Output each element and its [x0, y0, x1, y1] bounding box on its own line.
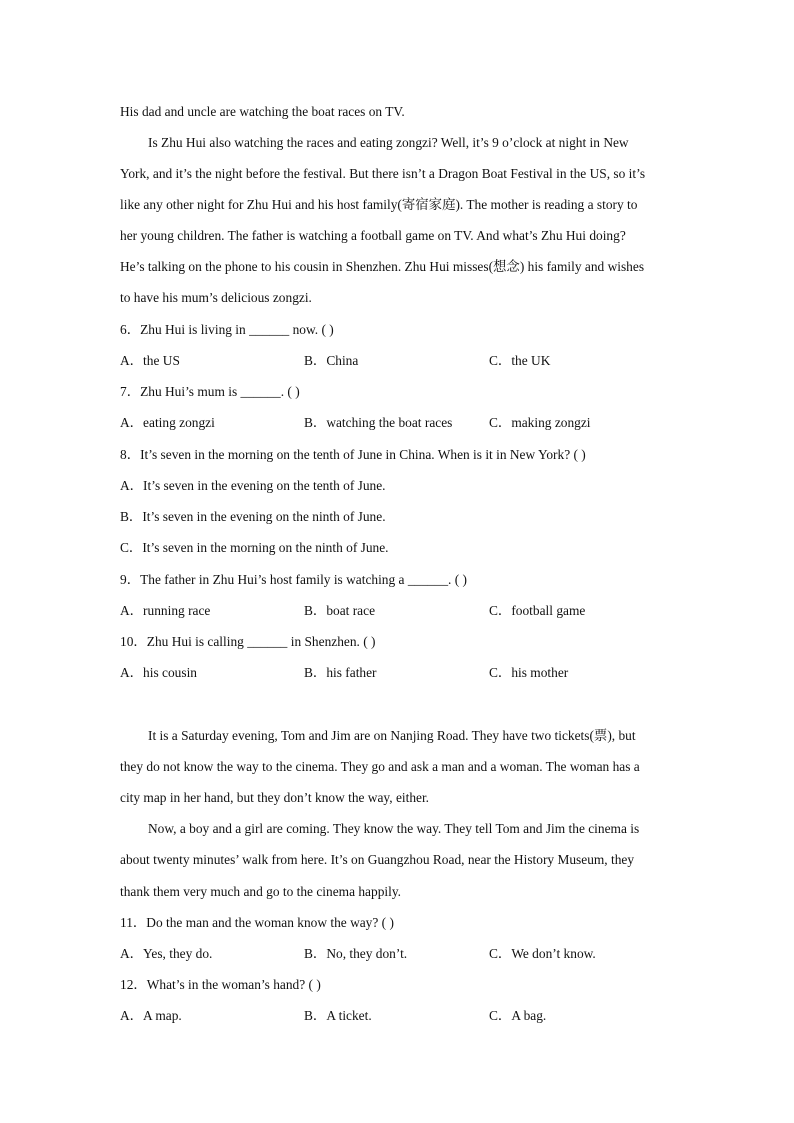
- passage-line: city map in her hand, but they don’t know the way, either.: [120, 790, 430, 805]
- question-9-option-a[interactable]: A．running race: [120, 603, 211, 618]
- question-6-option-a[interactable]: A．the US: [120, 353, 180, 368]
- question-11-option-b[interactable]: B．No, they don’t.: [304, 946, 408, 961]
- question-12-option-c[interactable]: C．A bag.: [489, 1008, 547, 1023]
- question-9-stem: 9．The father in Zhu Hui’s host family is watching a ______. ( ): [120, 572, 467, 587]
- question-7-option-b[interactable]: B．watching the boat races: [304, 415, 453, 430]
- question-7-option-a[interactable]: A．eating zongzi: [120, 415, 215, 430]
- question-7-stem: 7．Zhu Hui’s mum is ______. ( ): [120, 384, 300, 399]
- question-12-option-a[interactable]: A．A map.: [120, 1008, 182, 1023]
- passage-line: He’s talking on the phone to his cousin in Shenzhen. Zhu Hui misses(想念) his family and wishes: [120, 259, 645, 274]
- passage-line: like any other night for Zhu Hui and his host family(寄宿家庭). The mother is reading a story to: [120, 197, 638, 212]
- passage-line: It is a Saturday evening, Tom and Jim are on Nanjing Road. They have two tickets(票), but: [148, 728, 636, 743]
- question-7-option-c[interactable]: C．making zongzi: [489, 415, 591, 430]
- passage-line: her young children. The father is watching a football game on TV. And what’s Zhu Hui doing?: [120, 228, 626, 243]
- question-9-option-b[interactable]: B．boat race: [304, 603, 376, 618]
- question-8-option-a[interactable]: A．It’s seven in the evening on the tenth of June.: [120, 478, 386, 493]
- passage-line: York, and it’s the night before the festival. But there isn’t a Dragon Boat Festival in the US, so it’s: [120, 166, 646, 181]
- question-11-stem: 11．Do the man and the woman know the way? ( ): [120, 915, 394, 930]
- passage-line: Is Zhu Hui also watching the races and eating zongzi? Well, it’s 9 o’clock at night in New: [148, 135, 629, 150]
- question-10-option-c[interactable]: C．his mother: [489, 665, 569, 680]
- question-8-option-c[interactable]: C．It’s seven in the morning on the ninth of June.: [120, 540, 389, 555]
- question-8-option-b[interactable]: B．It’s seven in the evening on the ninth of June.: [120, 509, 386, 524]
- question-12-option-b[interactable]: B．A ticket.: [304, 1008, 372, 1023]
- question-6-stem: 6．Zhu Hui is living in ______ now. ( ): [120, 322, 334, 337]
- passage-line: they do not know the way to the cinema. They go and ask a man and a woman. The woman has a: [120, 759, 640, 774]
- passage-line: about twenty minutes’ walk from here. It’s on Guangzhou Road, near the History Museum, they: [120, 852, 635, 867]
- passage-line: to have his mum’s delicious zongzi.: [120, 290, 312, 305]
- question-10-option-a[interactable]: A．his cousin: [120, 665, 197, 680]
- question-12-stem: 12．What’s in the woman’s hand? ( ): [120, 977, 321, 992]
- question-6-option-c[interactable]: C．the UK: [489, 353, 551, 368]
- question-10-stem: 10．Zhu Hui is calling ______ in Shenzhen. ( ): [120, 634, 376, 649]
- question-9-option-c[interactable]: C．football game: [489, 603, 586, 618]
- question-8-stem: 8．It’s seven in the morning on the tenth of June in China. When is it in New York? ( ): [120, 447, 586, 462]
- passage-line: thank them very much and go to the cinema happily.: [120, 884, 401, 899]
- question-10-option-b[interactable]: B．his father: [304, 665, 377, 680]
- passage-line: His dad and uncle are watching the boat races on TV.: [120, 104, 405, 119]
- passage-line: Now, a boy and a girl are coming. They know the way. They tell Tom and Jim the cinema is: [148, 821, 640, 836]
- question-11-option-a[interactable]: A．Yes, they do.: [120, 946, 213, 961]
- question-6-option-b[interactable]: B．China: [304, 353, 359, 368]
- question-11-option-c[interactable]: C．We don’t know.: [489, 946, 596, 961]
